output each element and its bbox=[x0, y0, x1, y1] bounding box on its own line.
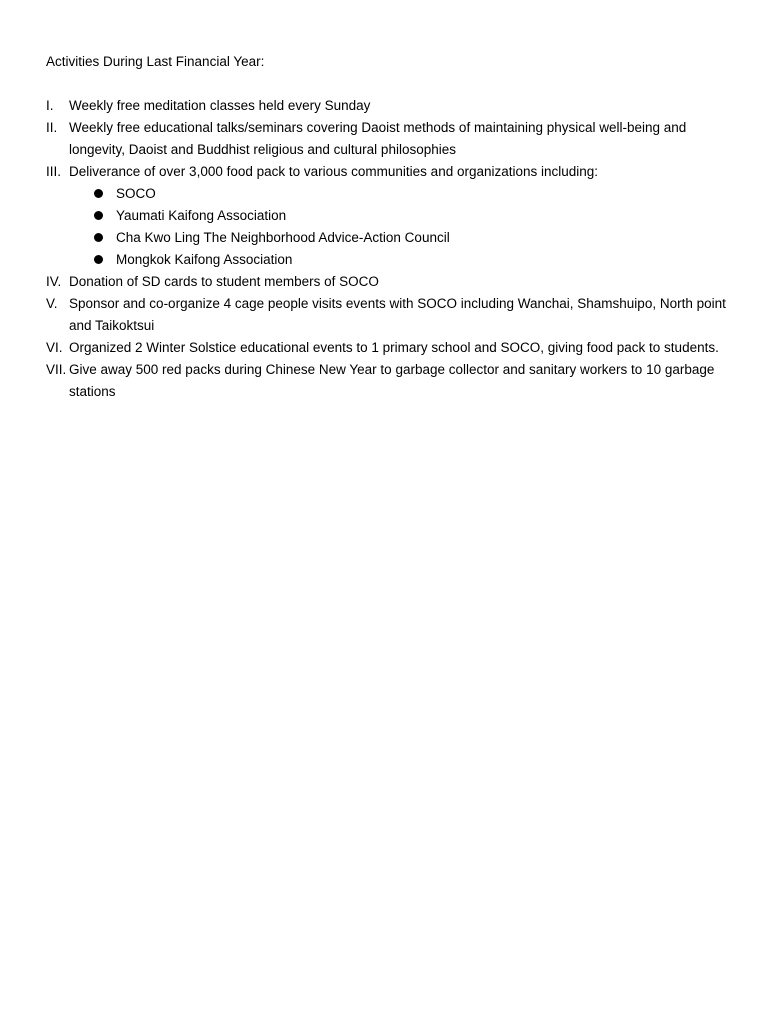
item-number: II. bbox=[46, 120, 58, 135]
list-item bbox=[46, 359, 726, 403]
item-text: Deliverance of over 3,000 food pack to various communities and organizations including: bbox=[69, 164, 599, 179]
item-text: Give away 500 red packs during Chinese New Year to garbage collector and sanitary workers to 10 garbage stations bbox=[69, 362, 715, 399]
bullet-icon bbox=[94, 227, 116, 249]
organizations-sublist bbox=[46, 183, 726, 271]
list-item bbox=[46, 271, 726, 293]
sublist-item bbox=[46, 249, 726, 271]
sublist-item-text: Yaumati Kaifong Association bbox=[116, 208, 287, 223]
sublist-item bbox=[46, 205, 726, 227]
bullet-icon bbox=[94, 183, 116, 205]
list-item bbox=[46, 161, 726, 271]
sublist-item-text: Cha Kwo Ling The Neighborhood Advice-Action Council bbox=[116, 230, 450, 245]
item-number: III. bbox=[46, 164, 62, 179]
list-item bbox=[46, 337, 726, 359]
item-text: Sponsor and co-organize 4 cage people visits events with SOCO including Wanchai, Shamshuipo, North point and Taikoktsui bbox=[69, 296, 726, 333]
item-number: V. bbox=[46, 296, 58, 311]
item-text: Weekly free educational talks/seminars covering Daoist methods of maintaining physical well-being and longevity, Daoist and Buddhist religious and cultural philosophies bbox=[69, 120, 687, 157]
sublist-item-text: Mongkok Kaifong Association bbox=[116, 252, 293, 267]
item-text: Donation of SD cards to student members of SOCO bbox=[69, 274, 379, 289]
sublist-item bbox=[46, 227, 726, 249]
document-page bbox=[46, 51, 726, 403]
bullet-icon bbox=[94, 249, 116, 271]
item-number: VII. bbox=[46, 362, 67, 377]
item-number: VI. bbox=[46, 340, 63, 355]
list-item bbox=[46, 117, 726, 161]
item-number: IV. bbox=[46, 274, 62, 289]
sublist-item bbox=[46, 183, 726, 205]
list-item bbox=[46, 95, 726, 117]
list-item bbox=[46, 293, 726, 337]
item-text: Weekly free meditation classes held every Sunday bbox=[69, 98, 371, 113]
sublist-item-text: SOCO bbox=[116, 186, 156, 201]
item-text: Organized 2 Winter Solstice educational events to 1 primary school and SOCO, giving food pack to students. bbox=[69, 340, 719, 355]
bullet-icon bbox=[94, 205, 116, 227]
item-number: I. bbox=[46, 98, 54, 113]
document-heading: Activities During Last Financial Year: bbox=[46, 54, 265, 69]
activities-list bbox=[46, 95, 726, 403]
spacer bbox=[46, 73, 726, 95]
